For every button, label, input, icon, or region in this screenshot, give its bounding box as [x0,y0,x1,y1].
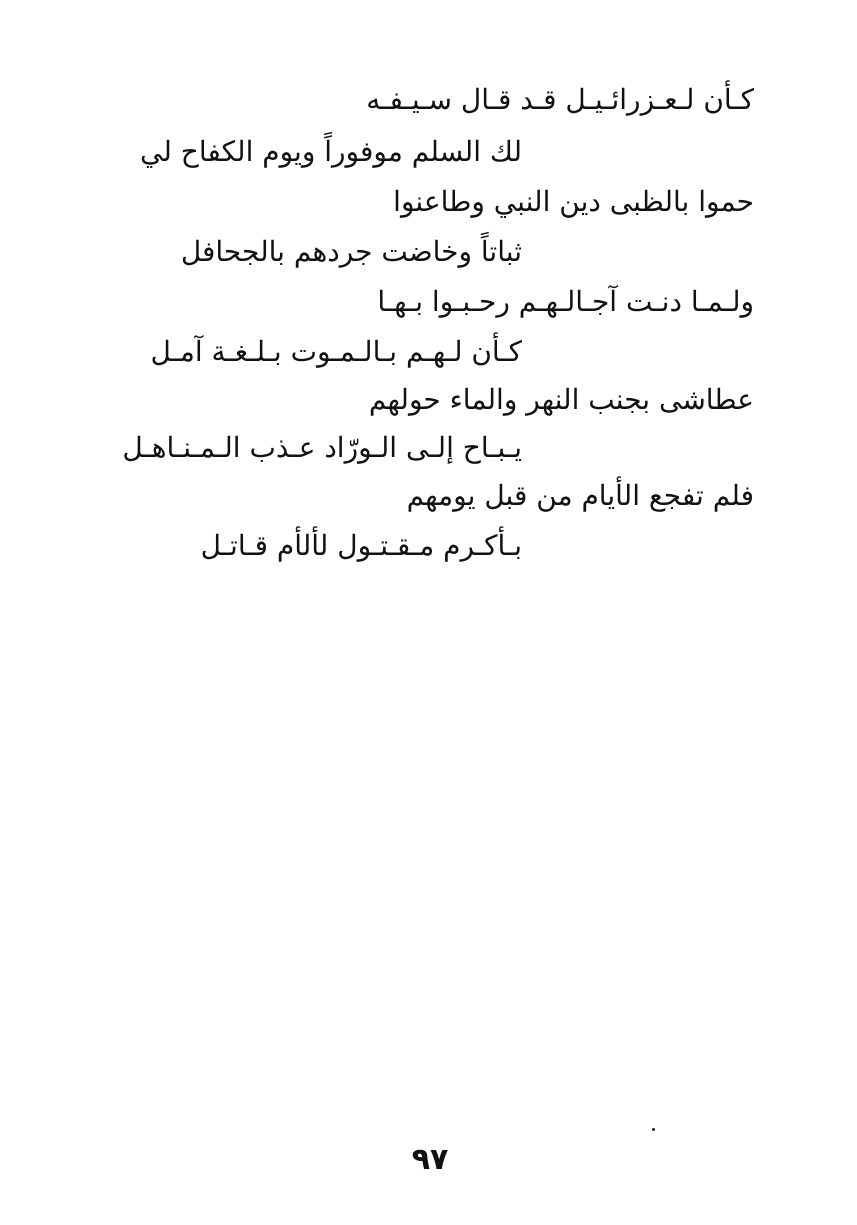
verse-line-9: فلم تفجع الأيام من قبل يومهم [406,479,754,512]
verse-line-6: كـأن لـهـم بـالـمـوت بـلـغـة آمـل [150,335,522,368]
verse-line-4: ثباتاً وخاضت جردهم بالجحافل [180,235,522,268]
verse-line-1: كـأن لـعـزرائـيـل قـد قـال سـيـفـه [366,83,754,116]
verse-line-10: بـأكـرم مـقـتـول لألأم قـاتـل [200,529,522,562]
stray-dot [652,1128,655,1131]
verse-line-2: لك السلم موفوراً ويوم الكفاح لي [140,135,522,168]
verse-line-5: ولـمـا دنـت آجـالـهـم رحـبـوا بـهـا [377,285,754,318]
verse-line-7: عطاشى بجنب النهر والماء حولهم [368,383,754,416]
poem [0,0,857,600]
page-number: ٩٧ [411,1142,449,1177]
verse-line-8: يـبـاح إلـى الـورّاد عـذب الـمـنـاهـل [122,431,522,464]
verse-line-3: حموا بالظبى دين النبي وطاعنوا [393,185,754,218]
